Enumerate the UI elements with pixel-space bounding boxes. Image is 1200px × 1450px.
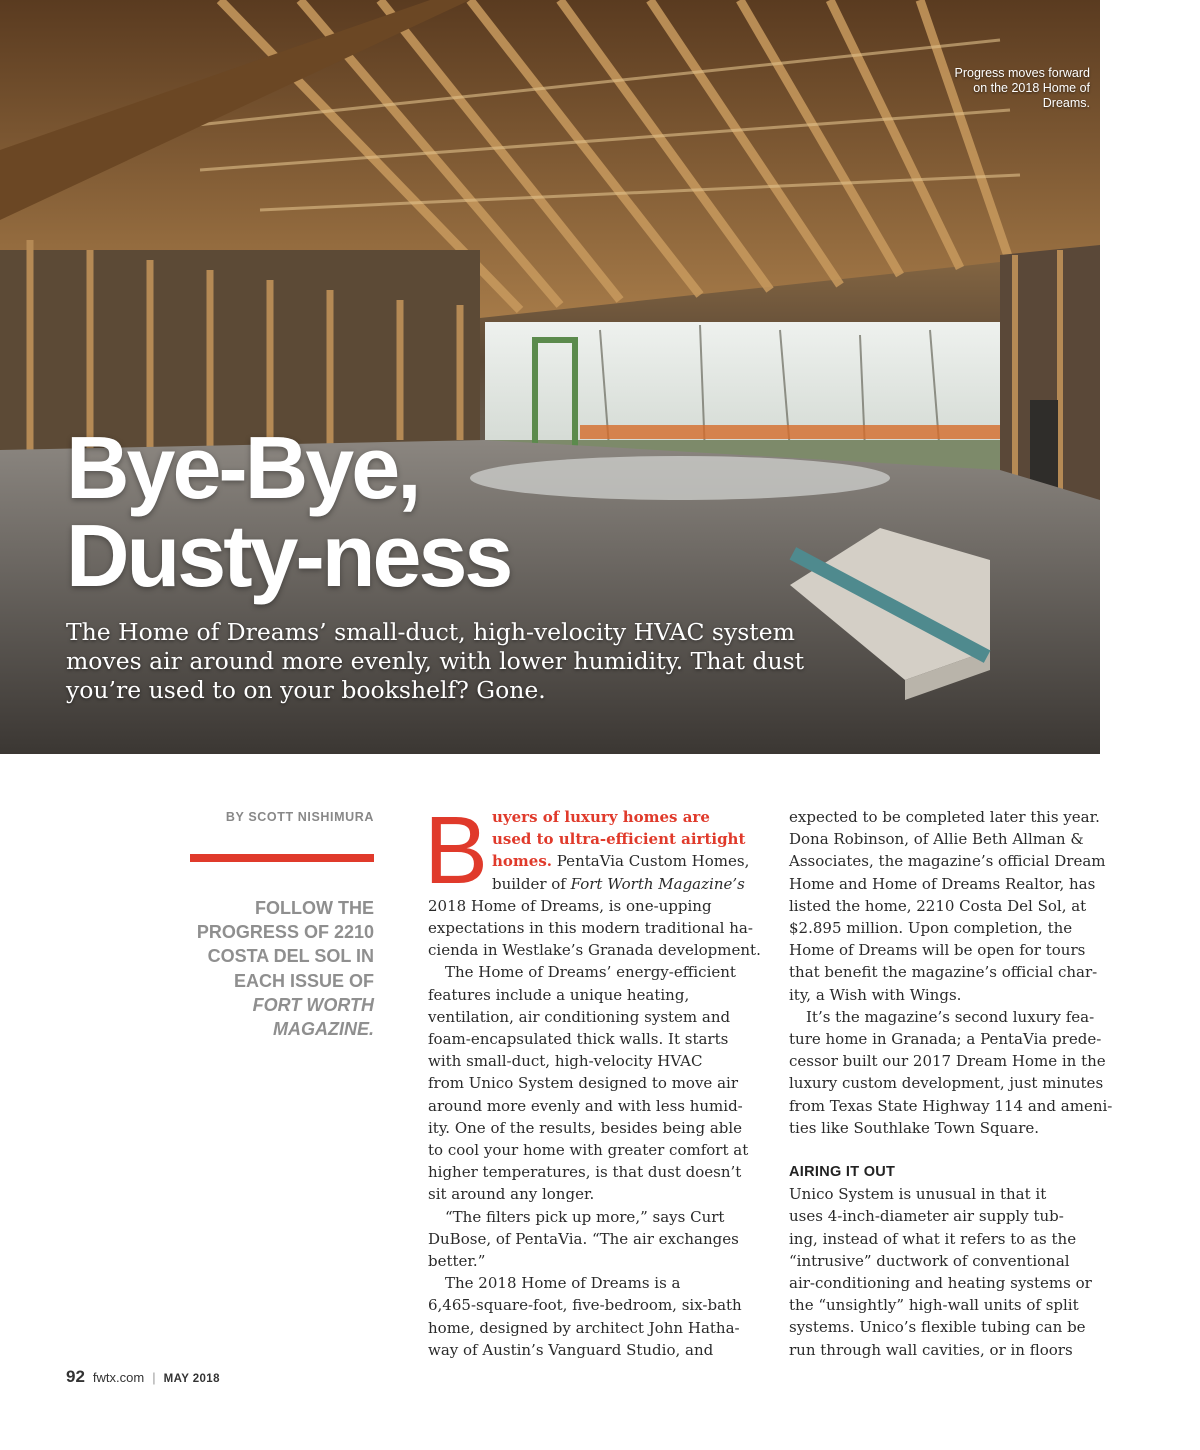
body-line: expected to be completed later this year. bbox=[789, 808, 1100, 826]
body-line: Associates, the magazine’s official Dream bbox=[789, 852, 1106, 871]
body-line: to cool your home with greater comfort at bbox=[428, 1141, 749, 1160]
body-line: 2018 Home of Dreams, is one-upping bbox=[428, 896, 712, 915]
photo-caption: Progress moves forward on the 2018 Home of Dreams. bbox=[954, 66, 1090, 110]
body-line: The 2018 Home of Dreams is a bbox=[445, 1274, 681, 1293]
body-line: Home of Dreams will be open for tours bbox=[789, 941, 1086, 960]
hero-photo bbox=[0, 0, 1100, 754]
body-line: It’s the magazine’s second luxury fea- bbox=[806, 1007, 1095, 1026]
lead-line: used to ultra-efficient airtight bbox=[492, 830, 746, 849]
body-line: ity, a Wish with Wings. bbox=[789, 985, 962, 1004]
accent-rule bbox=[190, 854, 374, 862]
opening-paragraph bbox=[424, 797, 761, 961]
paragraph-7 bbox=[789, 1183, 1101, 1361]
headline-line-1: Bye-Bye, bbox=[66, 418, 419, 517]
body-line: features include a unique heating, bbox=[428, 985, 690, 1004]
body-line: luxury custom development, just minutes bbox=[789, 1074, 1104, 1093]
body-line: way of Austin’s Vanguard Studio, and bbox=[428, 1340, 714, 1359]
page-number: 92 bbox=[66, 1367, 85, 1386]
body-fragment: builder of bbox=[492, 874, 571, 893]
body-line: around more evenly and with less humid- bbox=[428, 1096, 743, 1115]
lead-line: uyers of luxury homes are bbox=[492, 808, 710, 826]
body-line: $2.895 million. Upon completion, the bbox=[789, 919, 1073, 938]
article-column-2 bbox=[789, 806, 1113, 1361]
headline-line-2: Dusty-ness bbox=[66, 506, 511, 605]
body-line: from Texas State Highway 114 and ameni- bbox=[789, 1096, 1113, 1115]
body-line: the “unsightly” high-wall units of split bbox=[789, 1296, 1079, 1315]
website-link[interactable]: fwtx.com bbox=[92, 1370, 145, 1385]
body-line: The Home of Dreams’ energy-efficient bbox=[445, 963, 736, 982]
paragraph-2 bbox=[428, 961, 749, 1205]
body-line: 6,465-square-foot, five-bedroom, six-bath bbox=[428, 1296, 742, 1315]
body-line: Home and Home of Dreams Realtor, has bbox=[789, 874, 1096, 893]
body-line: Unico System is unusual in that it bbox=[789, 1185, 1047, 1204]
body-line: uses 4-inch-diameter air supply tub- bbox=[789, 1207, 1064, 1226]
body-line: DuBose, of PentaVia. “The air exchanges bbox=[428, 1229, 739, 1248]
body-line: systems. Unico’s flexible tubing can be bbox=[789, 1318, 1086, 1337]
article-column-1 bbox=[424, 797, 761, 1361]
page-folio bbox=[66, 1367, 220, 1387]
body-line: “The filters pick up more,” says Curt bbox=[445, 1207, 725, 1226]
body-line: ing, instead of what it refers to as the bbox=[789, 1229, 1077, 1248]
body-line: that benefit the magazine’s official char- bbox=[789, 963, 1098, 982]
body-line: better.” bbox=[428, 1252, 486, 1271]
drop-cap: B bbox=[424, 797, 489, 904]
body-line: expectations in this modern traditional ha- bbox=[428, 919, 753, 938]
paragraph-4 bbox=[428, 1272, 740, 1361]
pullout-text: FOLLOW THE PROGRESS OF 2210 COSTA DEL SOL IN EACH ISSUE OF bbox=[196, 898, 374, 991]
byline: BY SCOTT NISHIMURA bbox=[225, 810, 374, 824]
magazine-name: Fort Worth Magazine’s bbox=[570, 874, 745, 893]
body-line: listed the home, 2210 Costa Del Sol, at bbox=[789, 896, 1087, 915]
paragraph-3 bbox=[428, 1206, 740, 1273]
body-line: cessor built our 2017 Dream Home in the bbox=[789, 1052, 1106, 1071]
body-line: ventilation, air conditioning system and bbox=[428, 1007, 731, 1026]
body-line: from Unico System designed to move air bbox=[428, 1074, 738, 1093]
body-line: sit around any longer. bbox=[428, 1185, 595, 1204]
pullout-magazine-name: FORT WORTH MAGAZINE. bbox=[252, 994, 374, 1040]
body-line: Dona Robinson, of Allie Beth Allman & bbox=[789, 830, 1084, 849]
lead-fragment: homes. bbox=[492, 852, 552, 871]
body-line: “intrusive” ductwork of conventional bbox=[789, 1251, 1070, 1270]
body-line: air-conditioning and heating systems or bbox=[789, 1274, 1092, 1293]
folio-separator: | bbox=[152, 1370, 156, 1385]
headline bbox=[66, 418, 511, 605]
body-line: with small-duct, high-velocity HVAC bbox=[428, 1052, 703, 1071]
pullout-quote bbox=[190, 896, 374, 1041]
body-line: ties like Southlake Town Square. bbox=[789, 1118, 1040, 1137]
issue-date: MAY 2018 bbox=[163, 1373, 220, 1385]
body-line: cienda in Westlake’s Granada development. bbox=[428, 941, 761, 960]
paragraph-5 bbox=[789, 806, 1106, 1006]
lead-continuation: PentaVia Custom Homes, bbox=[552, 852, 750, 871]
dek: The Home of Dreams’ small-duct, high-velocity HVAC system moves air around more evenly, with lower humidity. That dust you’re used to on your bookshelf? Gone. bbox=[66, 618, 805, 704]
body-line: ture home in Granada; a PentaVia prede- bbox=[789, 1030, 1102, 1049]
subhead: AIRING IT OUT bbox=[789, 1164, 896, 1181]
body-line: higher temperatures, is that dust doesn’t bbox=[428, 1163, 742, 1182]
body-line: home, designed by architect John Hatha- bbox=[428, 1318, 740, 1337]
paragraph-6 bbox=[789, 1006, 1113, 1139]
body-line: run through wall cavities, or in floors bbox=[789, 1340, 1073, 1359]
body-line: ity. One of the results, besides being able bbox=[428, 1118, 743, 1137]
body-line: foam-encapsulated thick walls. It starts bbox=[428, 1030, 729, 1049]
